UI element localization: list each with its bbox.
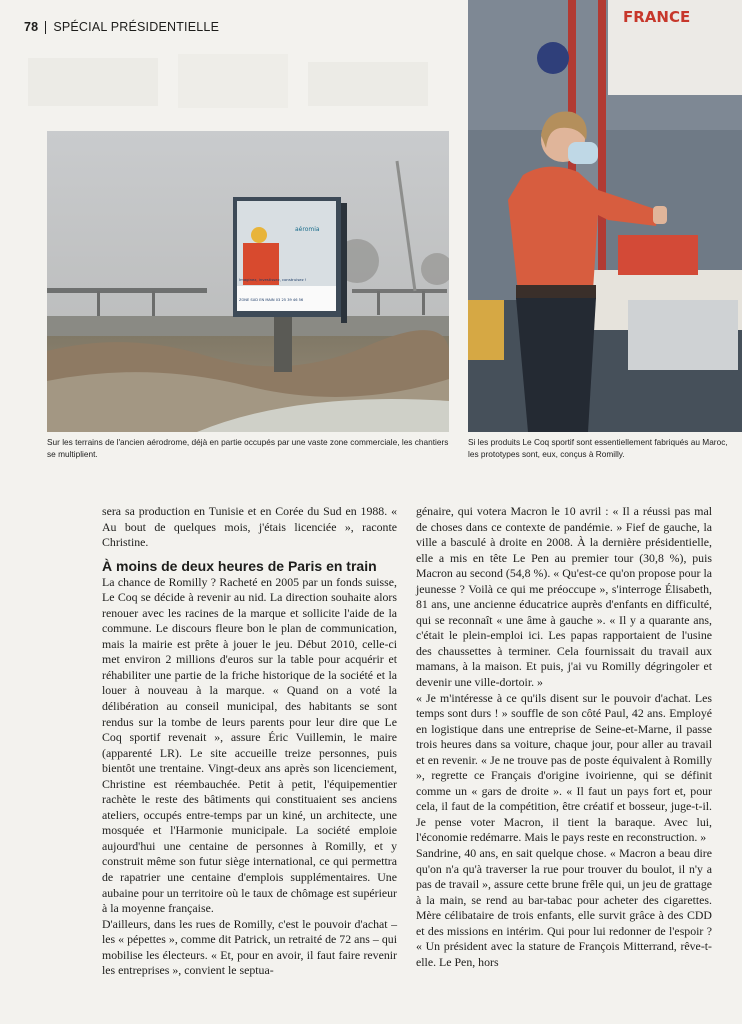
caption-left: Sur les terrains de l'ancien aérodrome, déjà en partie occupés par une vaste zone commerciale, les chantiers se multiplient. xyxy=(47,437,449,459)
header-divider xyxy=(45,21,46,34)
running-header xyxy=(24,17,219,37)
paragraph: « Je m'intéresse à ce qu'ils disent sur le pouvoir d'achat. Les temps sont durs ! » souffle de son côté Paul, 42 ans. Employé en logistique dans une entreprise de Seine-et-Marne, il passe trois heures dans sa voiture, chaque jour, pour aller au travail et en revenir. « Je ne trouve pas de poste équivalent à Romilly », regrette ce Français d'origine ivoirienne, qui se définit comme un « gars de droite ». « Il faut un pays fort et, pour cela, il faut de la compétition, être créatif et bosseur, juge-t-il. Je pense voter Macron, il tient la baraque. Avec lui, l'économie redémarre. Mais le pays reste en reconstruction. » xyxy=(416,690,712,845)
section-title: SPÉCIAL PRÉSIDENTIELLE xyxy=(53,20,220,34)
factory-worker-image xyxy=(468,0,742,432)
billboard-field-image xyxy=(47,131,449,432)
article-column-2 xyxy=(416,504,712,970)
paragraph: D'ailleurs, dans les rues de Romilly, c'est le pouvoir d'achat – les « pépettes », comme dit Patrick, un retraité de 72 ans – qui mobilise les électeurs. « Et, pour en avoir, il faut faire revenir les entreprises », convient le septua- xyxy=(102,916,397,978)
paragraph: génaire, qui votera Macron le 10 avril : « Il a réussi pas mal de choses dans ce contexte de pandémie. » Fief de gauche, la ville a basculé à droite en 2008. À la dernière présidentielle, elle a mis en tête Le Pen au premier tour (30,8 %), puis Macron au second (54,8 %). « Qu'est-ce qu'on propose pour la jeunesse ? Voilà ce qui me préoccupe », s'interroge Élisabeth, 81 ans, une ancienne éducatrice auprès d'enfants en difficulté, qui se reconnaît « une âme à gauche ». « Il y a quarante ans, c'était le plein-emploi ici. Les papas rapportaient de l'usine des chaussettes à terminer. Cela fournissait du travail aux mamans, à la maison. Et puis, j'ai vu Romilly dégringoler et devenir une ville-dortoir. » xyxy=(416,504,712,690)
paragraph: La chance de Romilly ? Racheté en 2005 par un fonds suisse, Le Coq se décide à revenir au nid. La direction souhaite alors renouer avec les racines de la marque et sollicite l'aide de la commune. Le discours fleure bon le plan de communication, mais la mairie est prête à jouer le jeu. Début 2010, celle-ci met environ 2 millions d'euros sur la table pour acquérir et réhabiliter une partie de la friche historique de la société et la louer à nouveau à la marque. « Quand on a voté la délibération au conseil municipal, des habitants se sont rendus sur la tombe de leurs parents pour leur dire que Le Coq sportif revenait », assure Éric Vuillemin, le maire (apparenté LR). Le site accueille treize personnes, puis bientôt une trentaine. Vingt-deux ans après son licenciement, Christine est réembauchée. Petit à petit, l'équipementier rachète le reste des bâtiments qui constituaient ses anciens ateliers, occupés entre-temps par un kiné, un architecte, une mosquée et l'Harmonie municipale. La société emploie aujourd'hui une centaine de personnes à Romilly, et y construit même son futur siège international, ce qui permettra de rapatrier une centaine d'emplois supplémentaires. Une aubaine pour un territoire où le taux de chômage est supérieur à la moyenne française. xyxy=(102,574,397,916)
billboard-slogan: Imaginez, investissez, construisez ! xyxy=(239,277,307,282)
ghost-shapes xyxy=(28,48,438,118)
photo-billboard-field xyxy=(47,131,449,432)
caption-right: Si les produits Le Coq sportif sont essentiellement fabriqués au Maroc, les prototypes sont, eux, conçus à Romilly. xyxy=(468,437,728,459)
subheading: À moins de deux heures de Paris en train xyxy=(102,557,377,574)
billboard-contact: ZONE SUD EN MAIN 03 25 39 46 56 xyxy=(239,298,304,302)
banner-text: FRANCE xyxy=(623,8,691,26)
photo-factory-worker xyxy=(468,0,742,432)
paragraph-intro: sera sa production en Tunisie et en Corée du Sud en 1988. « Au bout de quelques mois, j'étais licenciée », raconte Christine. xyxy=(102,504,397,550)
paragraph: Sandrine, 40 ans, en sait quelque chose. « Macron a beau dire qu'on n'a qu'à traverser la rue pour trouver du boulot, il n'y a pas de travail », assure cette brune frêle qui, un jeu de grattage à la main, se rend au bar-tabac pour acheter des cigarettes. Mère célibataire de trois enfants, elle survit grâce à des CDD et des missions en intérim. Qui pour lui redonner de l'espoir ? « Un président avec la stature de François Mitterrand, rêve-t-elle. Le Pen, hors xyxy=(416,846,712,969)
billboard-brand: aéromia xyxy=(295,226,320,233)
page-number: 78 xyxy=(24,20,39,34)
background-ghost-text xyxy=(28,48,438,118)
article-column-1 xyxy=(102,504,397,979)
